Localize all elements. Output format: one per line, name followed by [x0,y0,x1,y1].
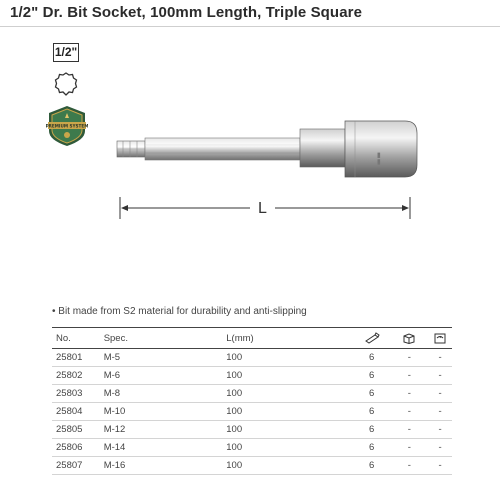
cell-pack-qty: 6 [353,349,391,367]
cell-box-qty: - [390,457,428,475]
cell-box-qty: - [390,421,428,439]
cell-pack-qty: 6 [353,403,391,421]
bit-socket-illustration [115,118,425,180]
cell-pack-qty: 6 [353,385,391,403]
cell-no: 25807 [52,457,104,475]
cell-no: 25803 [52,385,104,403]
cell-spec: M-12 [104,421,227,439]
badge-text: PREMIUM SYSTEM [46,123,88,129]
cell-length: 100 [226,367,353,385]
cell-weight: - [428,403,452,421]
cell-length: 100 [226,385,353,403]
cell-no: 25804 [52,403,104,421]
cell-length: 100 [226,457,353,475]
cell-weight: - [428,439,452,457]
cell-weight: - [428,367,452,385]
scale-icon [433,332,447,344]
page-title: 1/2" Dr. Bit Socket, 100mm Length, Triple Square [10,4,363,21]
header-weight [428,328,452,349]
cell-weight: - [428,385,452,403]
cell-box-qty: - [390,349,428,367]
drive-size-box: 1/2" [53,43,79,62]
table-header-row [52,328,452,349]
cell-no: 25801 [52,349,104,367]
table-row [52,367,452,385]
cell-length: 100 [226,439,353,457]
table-row [52,385,452,403]
cell-weight: - [428,349,452,367]
twelve-point-socket-icon [53,71,79,97]
table-row [52,403,452,421]
header-box-qty [390,328,428,349]
cell-pack-qty: 6 [353,457,391,475]
title-divider [0,26,500,27]
cell-pack-qty: 6 [353,439,391,457]
table-row [52,439,452,457]
table-row [52,349,452,367]
cell-spec: M-16 [104,457,227,475]
header-pack-qty [353,328,391,349]
cell-length: 100 [226,421,353,439]
cell-no: 25802 [52,367,104,385]
cell-no: 25805 [52,421,104,439]
cell-spec: M-10 [104,403,227,421]
cell-pack-qty: 6 [353,421,391,439]
cell-box-qty: - [390,403,428,421]
cell-weight: - [428,457,452,475]
cell-spec: M-8 [104,385,227,403]
length-label: L [258,200,267,217]
cell-box-qty: - [390,367,428,385]
table-row [52,421,452,439]
cell-no: 25806 [52,439,104,457]
cell-length: 100 [226,403,353,421]
cell-length: 100 [226,349,353,367]
cell-box-qty: - [390,439,428,457]
cell-spec: M-14 [104,439,227,457]
cell-weight: - [428,421,452,439]
header-no: No. [52,328,104,349]
wrench-pack-icon [364,332,380,344]
material-note: • Bit made from S2 material for durability and anti-slipping [52,306,307,317]
premium-badge-icon [46,105,88,147]
spec-table [52,327,452,475]
cell-spec: M-5 [104,349,227,367]
cell-spec: M-6 [104,367,227,385]
cell-box-qty: - [390,385,428,403]
cell-pack-qty: 6 [353,367,391,385]
header-spec: Spec. [104,328,227,349]
svg-text:▬▬: ▬▬ [375,152,383,166]
table-row [52,457,452,475]
box-icon [402,332,416,344]
header-length: L(mm) [226,328,353,349]
